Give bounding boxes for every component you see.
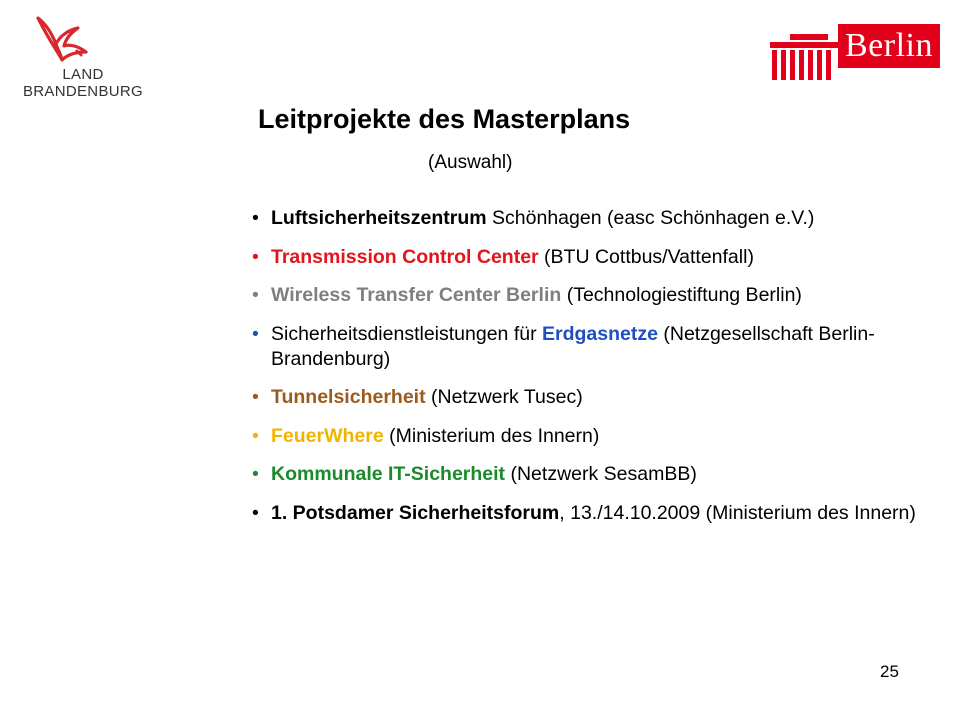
brandenburg-gate-icon [768, 24, 838, 82]
list-item-highlight: Tunnelsicherheit [271, 386, 426, 408]
project-list [252, 206, 952, 539]
page-number: 25 [880, 662, 899, 681]
bullet-dot: • [252, 245, 259, 268]
berlin-logo [768, 24, 940, 82]
bullet-dot: • [252, 424, 259, 447]
list-item-highlight: Luftsicherheitszentrum [271, 207, 487, 229]
list-item-highlight: Erdgasnetze [542, 322, 658, 345]
list-item [252, 322, 952, 372]
list-item-rest: (Netzgesellschaft Berlin-Brandenburg) [271, 322, 875, 370]
list-item-pre: Sicherheitsdienstleistungen für [271, 322, 542, 345]
bullet-dot: • [252, 207, 259, 229]
list-item-rest: (BTU Cottbus/Vattenfall) [538, 245, 754, 268]
bullet-dot: • [252, 463, 259, 485]
bullet-dot: • [252, 284, 259, 306]
slide-subtitle: (Auswahl) [428, 152, 513, 173]
slide-title: Leitprojekte des Masterplans [258, 104, 631, 134]
bullet-dot: • [252, 322, 259, 345]
list-item [252, 283, 952, 308]
list-item-rest: (Ministerium des Innern) [383, 424, 600, 447]
brandenburg-logo-line2: BRANDENBURG [23, 83, 143, 100]
brandenburg-logo [18, 12, 148, 104]
list-item-rest: , 13./14.10.2009 (Ministerium des Innern) [559, 501, 916, 524]
list-item [252, 245, 952, 270]
list-item-highlight: Wireless Transfer Center Berlin [271, 284, 562, 306]
list-item [252, 206, 952, 231]
bullet-dot: • [252, 501, 259, 524]
brandenburg-logo-text [18, 66, 148, 100]
list-item-rest: (Netzwerk SesamBB) [505, 463, 697, 485]
list-item-rest: Schönhagen (easc Schönhagen e.V.) [486, 207, 815, 229]
brandenburg-logo-line1: LAND [62, 66, 104, 83]
list-item-highlight: Kommunale IT-Sicherheit [271, 463, 506, 485]
brandenburg-eagle-icon [32, 12, 94, 70]
list-item-highlight: FeuerWhere [271, 424, 384, 447]
list-item [252, 385, 952, 410]
list-item [252, 462, 952, 487]
berlin-logo-label: Berlin [838, 24, 940, 68]
bullet-dot: • [252, 386, 259, 408]
list-item-rest: (Technologiestiftung Berlin) [561, 284, 802, 306]
list-item-highlight: 1. Potsdamer Sicherheitsforum [271, 501, 560, 524]
list-item-highlight: Transmission Control Center [271, 245, 539, 268]
list-item [252, 501, 952, 526]
list-item [252, 424, 952, 449]
list-item-rest: (Netzwerk Tusec) [425, 386, 583, 408]
